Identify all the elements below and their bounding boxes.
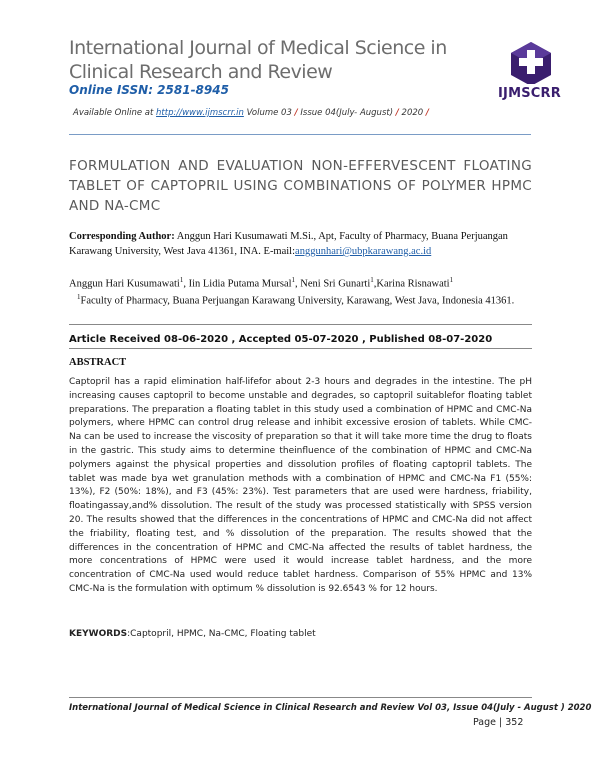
year: 2020 xyxy=(398,108,426,118)
author-separator: , xyxy=(183,278,189,290)
divider xyxy=(69,324,532,325)
header-divider xyxy=(69,134,531,135)
keywords xyxy=(69,629,316,639)
author-affiliation-mark: 1 xyxy=(370,276,374,284)
corresponding-author xyxy=(69,229,532,259)
abstract-text: Captopril has a rapid elimination half-lifefor about 2-3 hours and degrades in the intestine. The pH increasing causes captopril to become unstable and degrades, so captopril suitablefor floating tablet preparations. The preparation a floating tablet in this study used a combination of HPMC and CMC-Na polymers, where HPMC can control drug release and inhibit excessive erosion of tablets. While CMC-Na can be used to increase the viscosity of preparation so that it will take more time the drug to floats in the gastric. This study aims to determine theinfluence of the combination of HPMC and CMC-Na polymers against the physical properties and dissolution profiles of floating captopril tablets. The tablet was made bya wet granulation methods with a combination of HPMC and CMC-Na F1 (55%: 13%), F2 (50%: 18%), and F3 (45%: 23%). Test parameters that are used were hardness, friability, floatingassay,and% dissolution. The result of the study was processed statistically with SPSS version 20. The results showed that the differences in the concentrations of HPMC and CMC-Na did not affect the friability, floating test, and % dissolution of the preparation. The results showed that the differences in the concentration of HPMC and CMC-Na affected the results of tablet hardness, the more concentrations of HPMC were used it would increase tablet hardness, and the more concentration of CMC-Na used would reduce tablet hardness. Comparison of 55% HPMC and 13% CMC-Na is the formulation with optimum % dissolution is 92.6543 % for 12 hours. xyxy=(69,377,532,594)
corresponding-email-link[interactable]: anggunhari@ubpkarawang.ac.id xyxy=(295,246,432,257)
author-name: Karina Risnawati xyxy=(376,278,450,290)
online-prefix: Available Online at xyxy=(73,108,157,118)
footer-divider xyxy=(69,697,532,698)
issue: Issue 04(July- August) xyxy=(297,108,396,118)
author-separator: , xyxy=(373,278,377,290)
footer-citation: International Journal of Medical Science in Clinical Research and Review Vol 03, Issue 04(July - August ) 2020 xyxy=(69,703,592,713)
separator: / xyxy=(425,108,429,118)
volume: Volume 03 xyxy=(243,108,295,118)
author-affiliation-mark: 1 xyxy=(449,276,454,284)
author-name: Anggun Hari Kusumawati xyxy=(69,278,180,290)
journal-title: International Journal of Medical Science in Clinical Research and Review xyxy=(69,37,447,83)
issn: Online ISSN: 2581-8945 xyxy=(69,83,229,97)
corresponding-label: Corresponding Author: xyxy=(69,231,175,242)
keywords-label: KEYWORDS xyxy=(69,629,128,639)
separator: / xyxy=(294,108,298,118)
author-affiliation-mark: 1 xyxy=(291,276,296,284)
abstract-heading: ABSTRACT xyxy=(69,357,127,368)
affiliation xyxy=(77,293,537,307)
availability-line xyxy=(73,108,429,118)
journal-logo-icon xyxy=(501,40,561,84)
author-list xyxy=(69,276,532,290)
separator: / xyxy=(395,108,399,118)
author-name: Iin Lidia Putama Mursal xyxy=(188,278,292,290)
article-dates: Article Received 08-06-2020 , Accepted 05-07-2020 , Published 08-07-2020 xyxy=(69,334,493,345)
corresponding-text: Anggun Hari Kusumawati M.Si., Apt, Faculty of Pharmacy, Buana Perjuangan Karawang University, West Java 41361, INA. E-mail: xyxy=(69,231,508,257)
article-title: FORMULATION AND EVALUATION NON-EFFERVESCENT FLOATING TABLET OF CAPTOPRIL USING COMBINATIONS OF POLYMER HPMC AND NA-CMC xyxy=(69,158,532,214)
keywords-text: :Captopril, HPMC, Na-CMC, Floating tablet xyxy=(127,629,316,639)
journal-url-link[interactable]: http://www.ijmscrr.in xyxy=(156,108,244,118)
page-number: Page | 352 xyxy=(473,717,524,728)
author-affiliation-mark: 1 xyxy=(179,276,184,284)
divider xyxy=(69,348,532,349)
logo-text: IJMSCRR xyxy=(498,86,561,101)
author-separator: , xyxy=(295,278,301,290)
affiliation-text: Faculty of Pharmacy, Buana Perjuangan Karawang University, Karawang, West Java, Indonesia 41361. xyxy=(80,295,515,307)
affiliation-mark: 1 xyxy=(77,293,81,301)
author-name: Neni Sri Gunarti xyxy=(300,278,371,290)
